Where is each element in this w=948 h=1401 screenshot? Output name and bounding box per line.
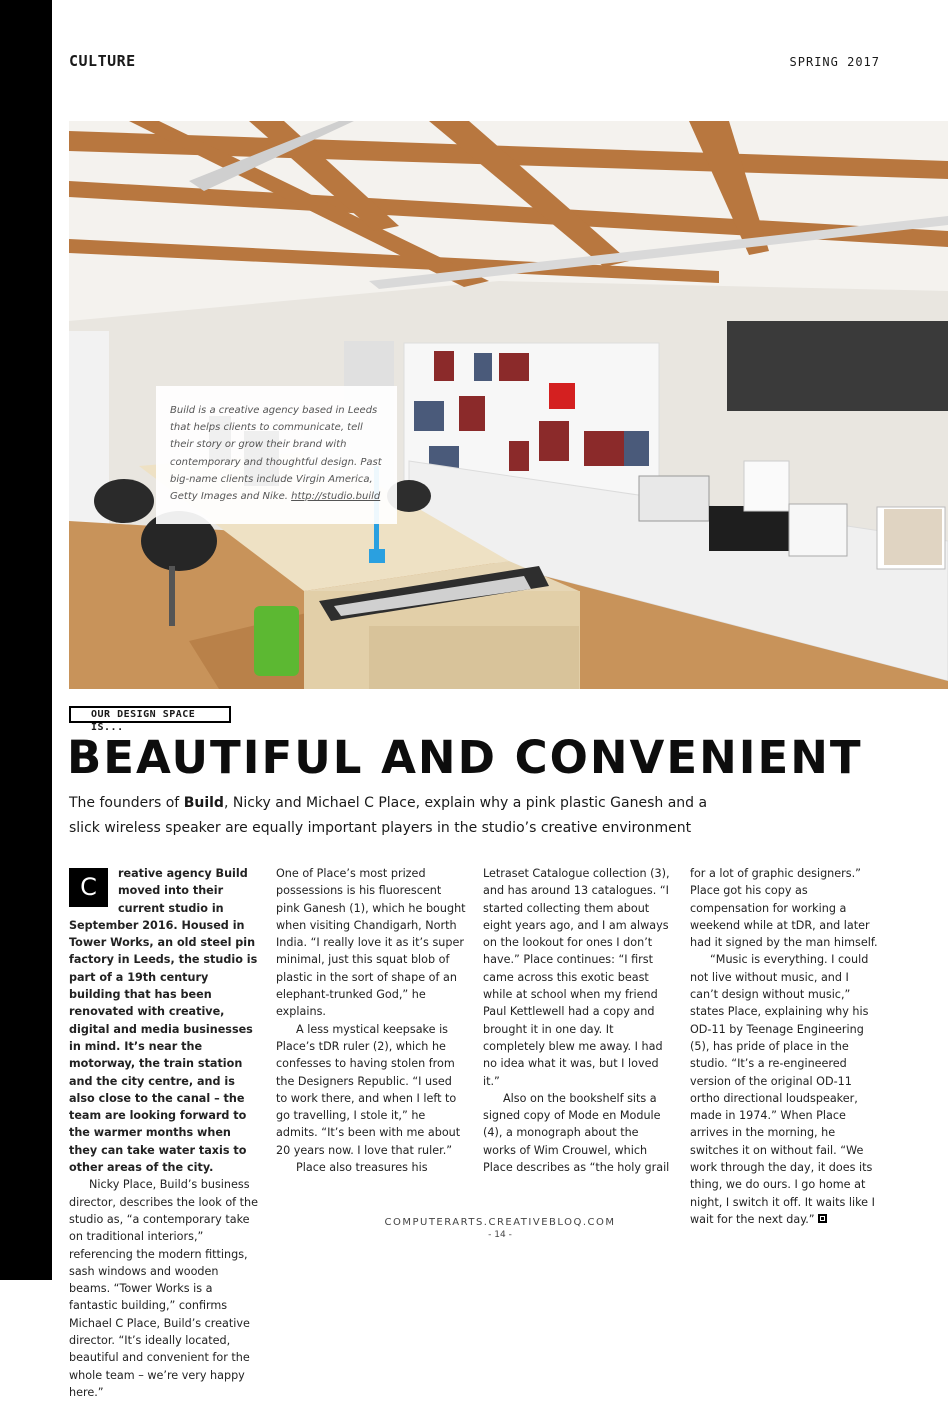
footer-url: COMPUTERARTS.CREATIVEBLOQ.COM xyxy=(384,1217,616,1228)
body-paragraph: Nicky Place, Build’s business director, describes the look of the studio as, “a contemporary take on traditional interiors,” referencing the modern fittings, sash windows and wooden beams. “Tower Works is a fantastic building,” confirms Michael C Place, Build’s creative director. “It’s ideally located, beautiful and convenient for the whole team – we’re very happy here.” xyxy=(69,1178,259,1399)
standfirst-brand: Build xyxy=(183,795,224,811)
body-paragraph: A less mystical keepsake is Place’s tDR ruler (2), which he confesses to having stolen from the Designers Republic. “I used to work there, and when I left to go travelling, I stole it,” he admits. “It’s been with me about 20 years now. I love that ruler.” xyxy=(276,1022,461,1157)
studio-photo xyxy=(69,121,948,689)
body-paragraph-continued: One of Place’s most prized possessions is his fluorescent pink Ganesh (1), which he bought when visiting Chandigarh, North India. “I really love it as it’s super minimal, just this squat blob of plastic in the sort of shape of an elephant-trunked God,” he explains. xyxy=(276,867,466,1019)
article-headline: BEAUTIFUL AND CONVENIENT xyxy=(67,731,863,784)
body-column-3 xyxy=(483,865,673,1176)
lead-paragraph: reative agency Build moved into their current studio in September 2016. Housed in Tower Works, an old steel pin factory in Leeds, the studio is part of a 19th century building that has been renovated with creative, digital and media businesses in mind. It’s near the motorway, the train station and the city centre, and is also close to the canal – the team are looking forward to the warmer months when they can take water taxis to other areas of the city. xyxy=(69,867,258,1175)
photo-caption xyxy=(156,386,397,524)
section-label: CULTURE xyxy=(69,52,136,70)
page-spine xyxy=(0,0,52,1280)
studio-link[interactable]: http://studio.build xyxy=(291,491,381,503)
body-column-2 xyxy=(276,865,466,1176)
body-paragraph: Place also treasures his xyxy=(296,1161,428,1175)
body-paragraph-continued: Letraset Catalogue collection (3), and has around 13 catalogues. “I started collecting them about eight years ago, and I am always on the lookout for ones I don’t have.” Place continues: “I first came across this exotic beast while at school when my friend Paul Kettlewell had a copy and brought it in one day. It completely blew me away. I had no idea what it was, but I loved it.” xyxy=(483,867,670,1088)
body-column-1 xyxy=(69,865,259,1401)
page-number: - 14 - xyxy=(488,1230,512,1240)
photo-caption-text: Build is a creative agency based in Leeds that helps clients to communicate, tell their story or grow their brand with contemporary and thoughtful design. Past big-name clients include Virgin America, Getty Images and Nike. xyxy=(170,405,382,503)
drop-cap: C xyxy=(69,868,108,907)
article-standfirst xyxy=(69,791,719,841)
article-kicker: OUR DESIGN SPACE IS... xyxy=(69,706,231,723)
body-paragraph: Also on the bookshelf sits a signed copy of Mode en Module (4), a monograph about the works of Wim Crouwel, which Place describes as “the holy grail xyxy=(483,1091,670,1175)
issue-date: SPRING 2017 xyxy=(789,55,880,69)
body-paragraph: “Music is everything. I could not live without music, and I can’t design without music,” states Place, explaining why his OD-11 by Teenage Engineering (5), has pride of place in the studio. “It’s a re-engineered version of the original OD-11 ortho directional loudspeaker, made in 1974.” When Place arrives in the morning, he switches it on without fail. “We work through the day, it does its thing, we do ours. I go home at night, I switch it off. It waits like I wait for the next day.” xyxy=(690,953,875,1226)
body-column-4 xyxy=(690,865,880,1228)
standfirst-post: , Nicky and Michael C Place, explain why a pink plastic Ganesh and a slick wireless speaker are equally important players in the studio’s creative environment xyxy=(69,795,708,836)
body-paragraph-continued: for a lot of graphic designers.” Place got his copy as compensation for working a weekend while at tDR, and later had it signed by the man himself. xyxy=(690,867,878,950)
standfirst-pre: The founders of xyxy=(69,795,184,811)
